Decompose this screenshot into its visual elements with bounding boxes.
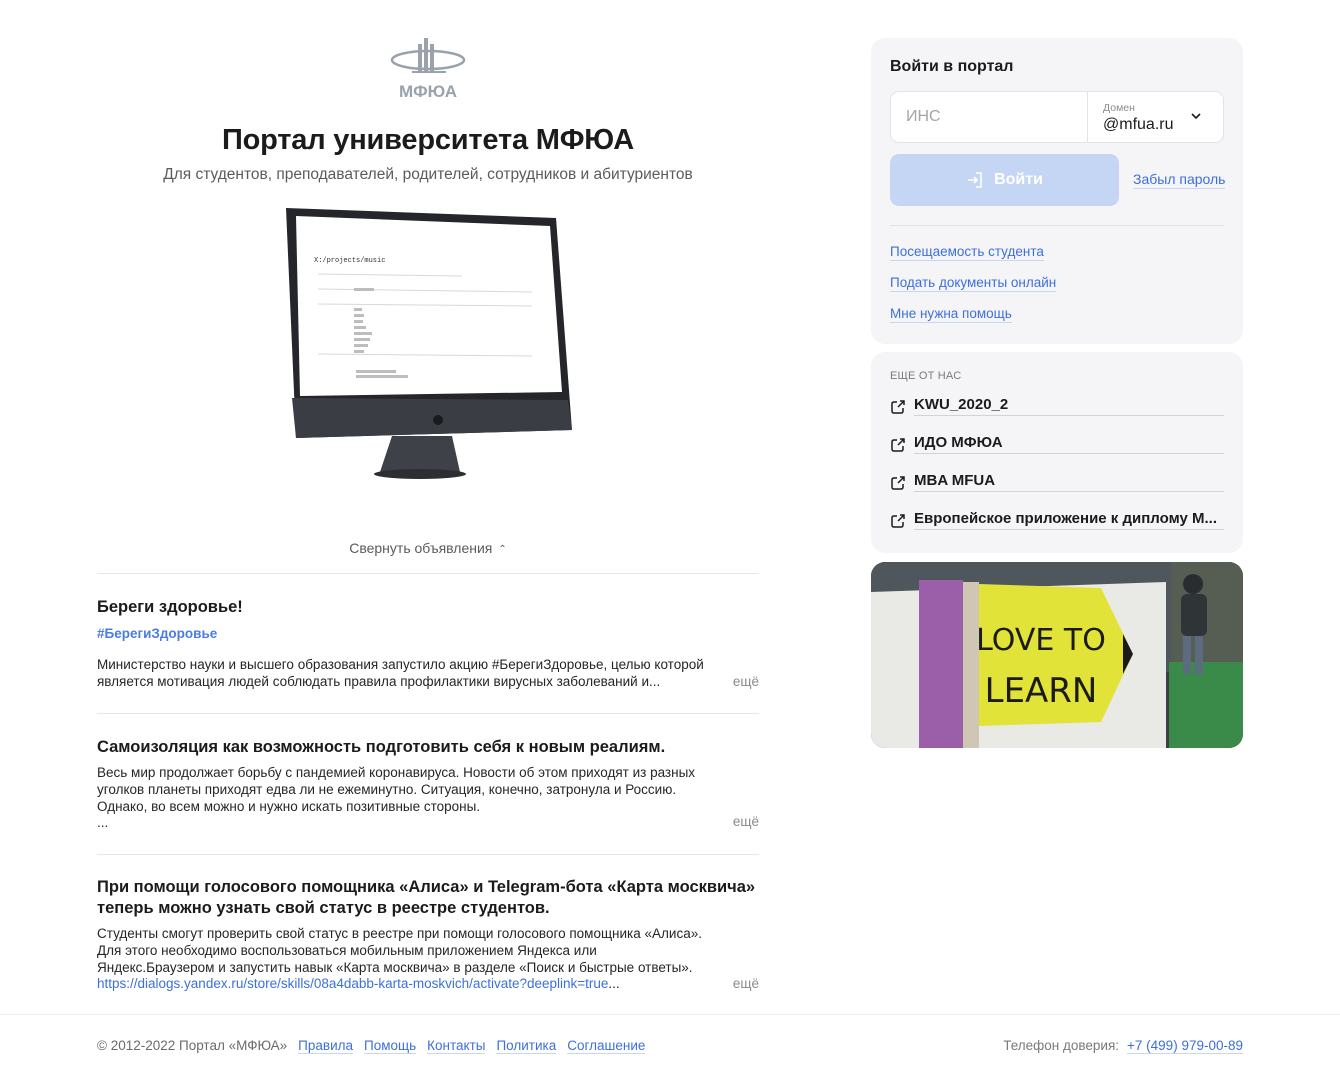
mfua-logo <box>388 36 468 102</box>
external-link-ido[interactable]: ИДО МФЮА <box>890 434 1224 456</box>
svg-text:LEARN: LEARN <box>984 671 1098 711</box>
divider <box>890 225 1224 226</box>
footer-link-rules[interactable]: Правила <box>298 1038 353 1053</box>
news-more-link[interactable]: ещё <box>732 814 759 829</box>
chevron-up-icon: ⌃ <box>498 544 507 555</box>
external-link-icon <box>890 475 906 491</box>
news-more-link[interactable]: ещё <box>732 674 759 689</box>
collapse-announcements-button[interactable] <box>97 540 759 556</box>
forgot-password-link[interactable]: Забыл пароль <box>1133 171 1226 187</box>
svg-text:МФЮА: МФЮА <box>398 82 458 101</box>
footer-divider <box>0 1014 1340 1015</box>
footer-link-agreement[interactable]: Соглашение <box>567 1038 646 1053</box>
news-item <box>97 597 759 693</box>
divider <box>97 854 759 855</box>
news-title[interactable]: Самоизоляция как возможность подготовить себя к новым реалиям. <box>97 738 666 756</box>
news-link[interactable]: https://dialogs.yandex.ru/store/skills/08a4dabb-karta-moskvich/activate?deeplink=true <box>97 976 609 992</box>
external-link-mba[interactable]: MBA MFUA <box>890 472 1224 494</box>
news-item <box>97 877 759 995</box>
page-title: Портал университета МФЮА <box>222 124 634 156</box>
promo-image[interactable] <box>871 562 1243 748</box>
help-link[interactable]: Мне нужна помощь <box>890 306 1012 321</box>
news-more-link[interactable]: ещё <box>732 976 759 991</box>
domain-value: @mfua.ru <box>1103 116 1174 133</box>
login-title: Войти в портал <box>890 58 1014 75</box>
news-excerpt: Студенты смогут проверить свой статус в реестре при помощи голосового помощника «Алиса». Для этого необходимо воспользоваться мобильным приложением Яндекса или Яндекс.Браузером и запустить навык «Карта москвича» в разделе «Поиск и быстрые ответы». https://dialogs.yandex.ru/store/skills/08a4dabb-karta-moskvich/activate?deeplink=true... <box>97 926 702 992</box>
news-title[interactable]: Береги здоровье! <box>97 598 243 616</box>
footer <box>97 1038 645 1054</box>
login-icon <box>966 171 984 189</box>
divider <box>97 573 759 574</box>
svg-text:LOVE TO: LOVE TO <box>976 623 1106 658</box>
attendance-link[interactable]: Посещаемость студента <box>890 244 1044 259</box>
login-card <box>871 38 1243 344</box>
more-from-us-title: ЕЩЕ ОТ НАС <box>890 370 962 382</box>
hotline-phone-link[interactable]: +7 (499) 979-00-89 <box>1127 1038 1243 1053</box>
hotline-label: Телефон доверия: <box>1003 1038 1120 1053</box>
login-button-label: Войти <box>994 171 1043 188</box>
external-link-kwu[interactable]: KWU_2020_2 <box>890 396 1224 418</box>
news-tag[interactable]: #БерегиЗдоровье <box>97 626 218 641</box>
login-fields <box>890 91 1224 143</box>
news-item <box>97 737 759 837</box>
news-excerpt: Весь мир продолжает борьбу с пандемией коронавируса. Новости об этом приходят из разных уголков планеты приходят едва ли не ежеминутно. Ситуация, конечно, затронула и Россию. Однако, во всем можно и нужно искать позитивные стороны. ... <box>97 765 696 831</box>
domain-label: Домен <box>1103 102 1135 114</box>
domain-select[interactable] <box>1088 92 1224 142</box>
more-from-us-card <box>871 352 1243 553</box>
footer-link-contacts[interactable]: Контакты <box>427 1038 486 1053</box>
footer-link-policy[interactable]: Политика <box>496 1038 557 1053</box>
hotline <box>1003 1038 1243 1054</box>
copyright: © 2012-2022 Портал «МФЮА» <box>97 1038 288 1053</box>
footer-link-help[interactable]: Помощь <box>364 1038 417 1053</box>
news-excerpt: Министерство науки и высшего образования запустило акцию #БерегиЗдоровье, целью которой является мотивация людей соблюдать правила профилактики вирусных заболеваний и... <box>97 657 704 689</box>
external-link-diploma-supplement[interactable]: Европейское приложение к диплому М... <box>890 510 1224 532</box>
collapse-label: Свернуть объявления <box>349 540 493 556</box>
submit-documents-link[interactable]: Подать документы онлайн <box>890 275 1057 290</box>
chevron-down-icon <box>1190 110 1202 122</box>
page-subtitle: Для студентов, преподавателей, родителей, сотрудников и абитуриентов <box>163 166 693 183</box>
news-title[interactable]: При помощи голосового помощника «Алиса» и Telegram-бота «Карта москвича» теперь можно узнать свой статус в реестре студентов. <box>97 878 756 917</box>
divider <box>97 713 759 714</box>
external-link-icon <box>890 437 906 453</box>
ins-input[interactable] <box>891 92 1088 142</box>
svg-text:X:/projects/music: X:/projects/music <box>314 257 386 265</box>
monitor-illustration <box>282 204 578 486</box>
external-link-icon <box>890 513 906 529</box>
login-button[interactable] <box>890 154 1119 206</box>
external-link-icon <box>890 399 906 415</box>
